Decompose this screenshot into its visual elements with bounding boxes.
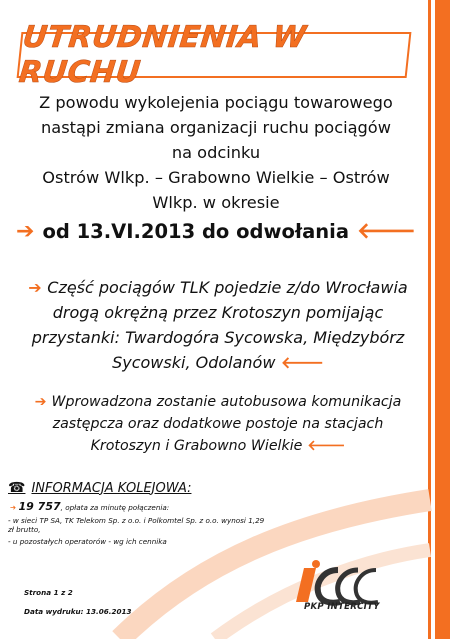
info-phone: 19 757 <box>18 500 61 513</box>
info-heading: INFORMACJA KOLEJOWA: <box>31 480 192 496</box>
arrow-left-icon: 🡐 <box>302 438 346 454</box>
arrow-right-icon: ➔ <box>34 394 52 410</box>
arrow-right-icon: ➔ <box>28 278 48 297</box>
print-date: Data wydruku: 13.06.2013 <box>24 607 132 616</box>
para-line: Część pociągów TLK pojedzie z/do Wrocławia <box>47 278 408 297</box>
para-line: Sycowski, Odolanów <box>112 353 276 372</box>
intro-line: na odcinku <box>171 143 261 162</box>
page-number: Strona 1 z 2 <box>24 588 73 597</box>
info-phone-note: , opłata za minutę połączenia: <box>60 503 170 512</box>
intro-line: Ostrów Wlkp. – Grabowno Wielkie – Ostrów <box>42 168 390 187</box>
logo-text: PKP INTERCITY <box>304 602 380 612</box>
info-tariff-line: - u pozostałych operatorów - wg ich cennika <box>8 537 167 546</box>
headline-banner <box>17 20 412 90</box>
para-line: Krotoszyn i Grabowno Wielkie <box>90 438 303 454</box>
para-line: przystanki: Twardogóra Sycowska, Międzybórz <box>31 328 405 347</box>
date-range-text: od 13.VI.2013 do odwołania <box>42 219 349 243</box>
arrow-left-icon: 🡐 <box>356 219 416 244</box>
phone-icon: ☎ <box>8 480 26 496</box>
info-tariff-line: - w sieci TP SA, TK Telekom Sp. z o.o. i Polkomtel Sp. z o.o. wynosi 1,29 zł brutto, <box>8 516 265 534</box>
intro-line: Z powodu wykolejenia pociągu towarowego <box>39 93 393 112</box>
arrow-right-icon: ➔ <box>10 503 19 512</box>
date-range <box>10 218 422 244</box>
arrow-left-icon: 🡐 <box>275 353 324 372</box>
para-line: Wprowadzona zostanie autobusowa komunikacja <box>51 394 402 410</box>
headline: UTRUDNIENIA W RUCHU <box>17 20 309 90</box>
intro-line: Wlkp. w okresie <box>152 193 280 212</box>
bus-replacement-paragraph <box>10 391 426 457</box>
tlk-detour-paragraph <box>6 275 430 375</box>
arrow-right-icon: ➔ <box>16 218 35 244</box>
para-line: zastępcza oraz dodatkowe postoje na stacjach <box>52 416 384 432</box>
para-line: drogą okrężną przez Krotoszyn pomijając <box>52 303 384 322</box>
intro-line: nastąpi zmiana organizacji ruchu pociągów <box>41 118 391 137</box>
rail-info-section <box>8 480 268 546</box>
intro-paragraph <box>10 90 422 215</box>
